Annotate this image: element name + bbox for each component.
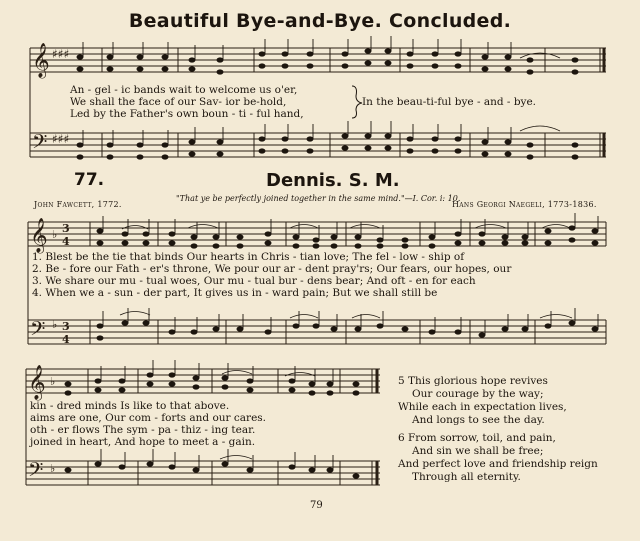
svg-text:♯♯♯: ♯♯♯ — [52, 47, 70, 61]
hymn2-epigraph: "That ye be perfectly joined together in the same mind."—I. Cor. i: 10. — [176, 194, 461, 203]
extra-verse-6-line-2: And sin we shall be free; — [412, 445, 544, 457]
svg-text:♭: ♭ — [50, 375, 56, 388]
svg-text:𝄢: 𝄢 — [32, 130, 48, 158]
svg-text:𝄢: 𝄢 — [28, 458, 44, 486]
svg-text:𝄞: 𝄞 — [30, 218, 48, 253]
extra-verse-5-line-1: 5 This glorious hope revives — [398, 375, 548, 387]
svg-text:3: 3 — [62, 222, 70, 235]
svg-text:4: 4 — [62, 235, 70, 248]
svg-text:♯♯♯: ♯♯♯ — [52, 132, 70, 146]
svg-text:𝄞: 𝄞 — [28, 365, 46, 400]
hymn1-title: Beautiful Bye-and-Bye. Concluded. — [128, 10, 512, 32]
hymn1-refrain: In the beau-ti-ful bye - and - bye. — [362, 96, 537, 108]
hymn2-composer: Hans Georgi Naegeli, 1773-1836. — [452, 200, 597, 209]
hymn2-title: Dennis. S. M. — [266, 170, 400, 191]
svg-text:3: 3 — [62, 320, 70, 333]
svg-text:♭: ♭ — [52, 318, 58, 331]
svg-text:4: 4 — [62, 333, 70, 346]
verse-3-bottom: oth - er flows The sym - pa - thiz - ing tear. — [30, 424, 256, 436]
verse-2-bottom: aims are one, Our com - forts and our cares. — [30, 412, 267, 424]
svg-text:𝄢: 𝄢 — [30, 317, 46, 345]
verse-1-top: 1. Blest be the tie that binds Our hearts in Chris - tian love; The fel - low - ship of — [32, 251, 465, 263]
svg-text:♭: ♭ — [50, 462, 56, 475]
verse-3-top: 3. We share our mu - tual woes, Our mu - tual bur - dens bear; And oft - en for each — [32, 275, 476, 287]
verse-1-bottom: kin - dred minds Is like to that above. — [30, 400, 230, 412]
extra-verse-6-line-3: And perfect love and friendship reign — [398, 458, 598, 470]
verse-2-top: 2. Be - fore our Fath - er's throne, We pour our ar - dent pray'rs; Our fears, our hopes, our — [32, 263, 512, 275]
hymn-number: 77. — [74, 170, 105, 190]
hymn1-line-1: An - gel - ic bands wait to welcome us o'er, — [70, 84, 298, 96]
verse-4-bottom: joined in heart, And hope to meet a - gain. — [30, 436, 256, 448]
extra-verse-5-line-4: And longs to see the day. — [412, 414, 545, 426]
verse-4-top: 4. When we a - sun - der part, It gives us in - ward pain; But we shall still be — [32, 287, 438, 299]
extra-verse-5-line-3: While each in expectation lives, — [398, 401, 567, 413]
page-number: 79 — [310, 500, 323, 511]
extra-verse-6-line-1: 6 From sorrow, toil, and pain, — [398, 432, 556, 444]
hymn1-line-2: We shall the face of our Sav- ior be-hold, — [70, 96, 287, 108]
svg-text:𝄞: 𝄞 — [32, 43, 50, 78]
svg-text:♭: ♭ — [52, 228, 58, 241]
hymn1-line-3: Led by the Father's own boun - ti - ful hand, — [70, 108, 304, 120]
extra-verse-6-line-4: Through all eternity. — [412, 471, 521, 483]
hymn2-author: John Fawcett, 1772. — [34, 200, 122, 209]
extra-verse-5-line-2: Our courage by the way; — [412, 388, 544, 400]
